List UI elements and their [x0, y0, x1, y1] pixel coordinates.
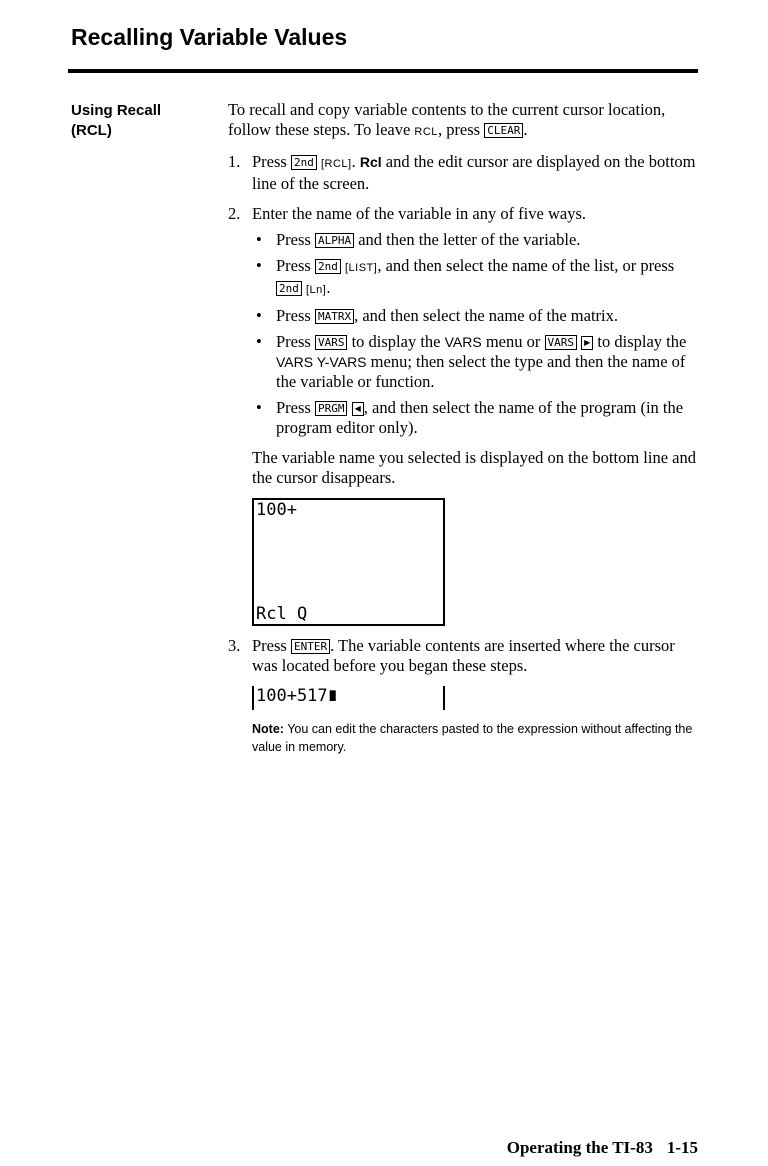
section-heading-line2: (RCL): [71, 122, 112, 139]
main-content: [228, 100, 703, 756]
clear-key: CLEAR: [484, 123, 523, 138]
footer-title: Operating the TI-83: [506, 1138, 653, 1157]
bullet-icon: •: [256, 230, 262, 249]
intro-text-2: , press: [437, 120, 485, 139]
rcl-key-label: [RCL]: [320, 158, 352, 170]
prgm-key: PRGM: [315, 401, 348, 416]
step-1: [228, 152, 703, 194]
screen-line-1: 100+517∎: [256, 686, 338, 706]
right-arrow-key-icon: ▶: [581, 336, 593, 350]
step-number: 2.: [228, 204, 241, 223]
list-key-label: [LIST]: [344, 262, 378, 274]
step-text: Enter the name of the variable in any of five ways.: [252, 204, 586, 223]
left-arrow-key-icon: ◀: [352, 402, 364, 416]
note-label: Note:: [252, 722, 284, 736]
step-text: Press 2nd [RCL]. Rcl and the edit cursor are displayed on the bottom line of the screen.: [252, 152, 696, 193]
section-heading: [71, 101, 211, 141]
note-text: You can edit the characters pasted to the expression without affecting the value in memory.: [252, 722, 693, 754]
page-title: Recalling Variable Values: [71, 24, 348, 50]
vars-key: VARS: [315, 335, 348, 350]
bullet-item: • Press VARS to display the VARS menu or VARS ▶ to display the VARS Y-VARS menu; then select the type and then the name of the variable or function.: [252, 332, 703, 392]
y-vars-menu-label: VARS Y-VARS: [276, 354, 367, 370]
step-2: [228, 204, 703, 438]
bullet-item: • Press 2nd [LIST], and then select the name of the list, or press 2nd [Ln].: [252, 256, 703, 300]
calculator-screen: [252, 498, 445, 626]
page-footer: [507, 1138, 698, 1158]
enter-key: ENTER: [291, 639, 330, 654]
step-2-result: The variable name you selected is displayed on the bottom line and the cursor disappears.: [252, 448, 696, 487]
calculator-screen-result: [252, 686, 445, 710]
intro-text: To recall and copy variable contents to the current cursor location, follow these steps. To leave: [228, 100, 666, 139]
vars-key: VARS: [545, 335, 578, 350]
step-number: 1.: [228, 152, 241, 171]
matrx-key: MATRX: [315, 309, 354, 324]
2nd-key: 2nd: [276, 281, 302, 296]
step-text: Press ENTER . The variable contents are inserted where the cursor was located before you began these steps.: [252, 636, 675, 675]
rcl-bold: Rcl: [359, 154, 382, 170]
section-heading-line1: Using Recall: [71, 102, 162, 119]
2nd-key: 2nd: [291, 155, 317, 170]
ln-key-label: [Ln]: [306, 284, 327, 296]
step-content: [252, 204, 703, 438]
step-3: [228, 636, 703, 676]
2nd-key: 2nd: [315, 259, 341, 274]
bullet-icon: •: [256, 398, 262, 417]
screen-line-bottom: Rcl Q: [256, 604, 308, 624]
note: [252, 720, 703, 756]
bullet-icon: •: [256, 306, 262, 325]
alpha-key: ALPHA: [315, 233, 354, 248]
step-number: 3.: [228, 636, 241, 655]
page-number: 1-15: [666, 1138, 698, 1157]
rcl-label: RCL: [414, 126, 438, 138]
bullet-item: • Press PRGM ◀ , and then select the name of the program (in the program editor only).: [252, 398, 703, 438]
bullet-icon: •: [256, 332, 262, 351]
bullet-icon: •: [256, 256, 262, 275]
bullet-item: • Press ALPHA and then the letter of the variable.: [252, 230, 703, 250]
vars-menu-label: VARS: [444, 334, 482, 350]
bullet-item: • Press MATRX , and then select the name of the matrix.: [252, 306, 703, 326]
intro-paragraph: [228, 100, 703, 142]
title-rule: [68, 69, 698, 73]
intro-text-3: .: [523, 120, 528, 139]
screen-line-1: 100+: [256, 500, 297, 520]
